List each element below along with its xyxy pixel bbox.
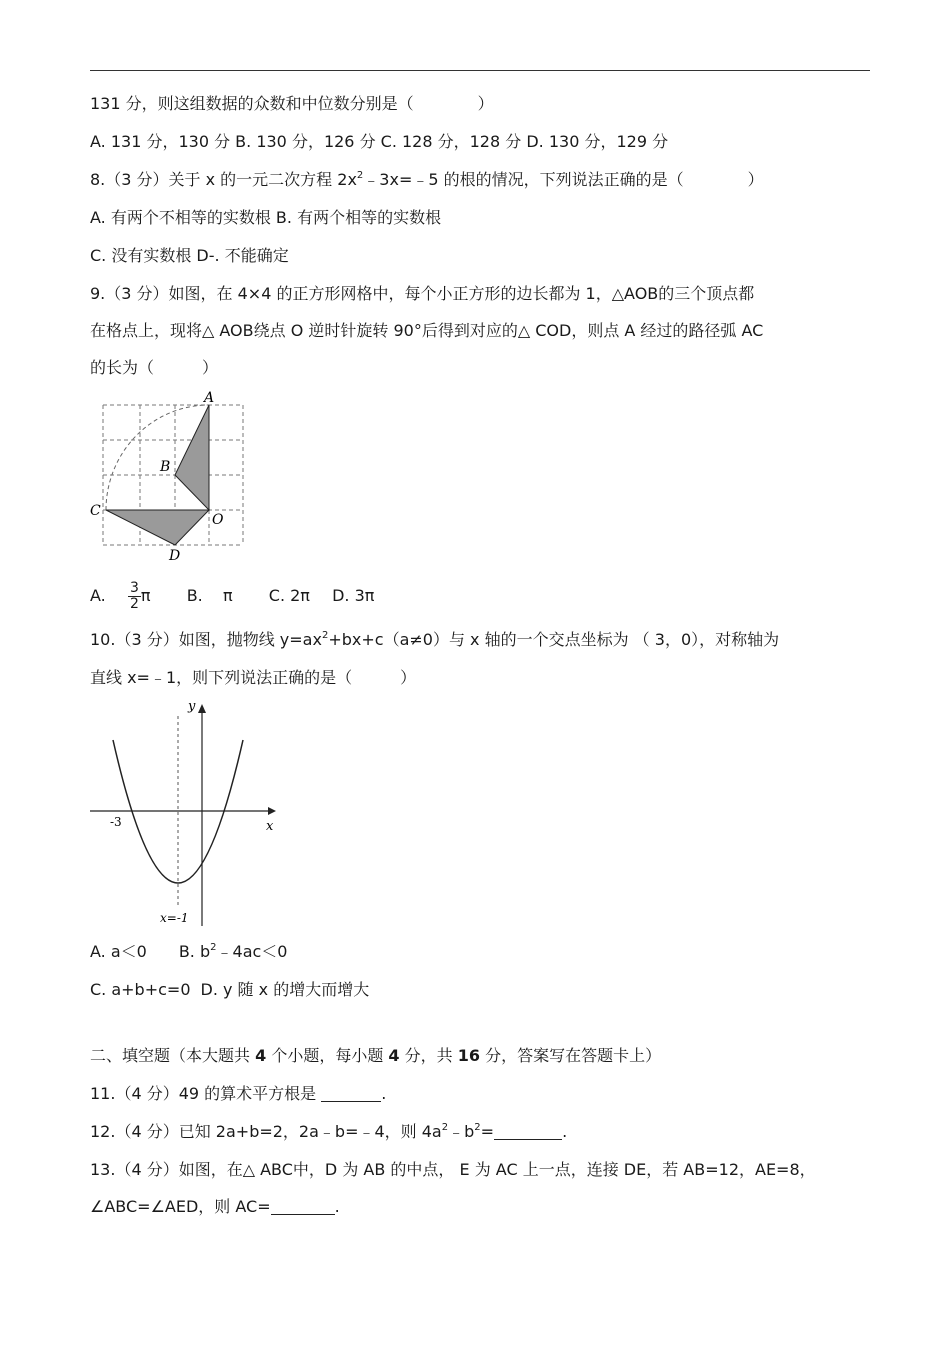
label-x: x <box>266 819 274 834</box>
q7-options: A. 131 分，130 分 B. 130 分，126 分 C. 128 分，128 分 D. 130 分，129 分 <box>90 132 669 151</box>
q8-options-ab: A. 有两个不相等的实数根 B. 有两个相等的实数根 <box>90 208 442 227</box>
section-2-heading: 二、填空题（本大题共 4 个小题，每小题 4 分，共 16 分，答案写在答题卡上） <box>90 1046 662 1065</box>
q10-options-ab: A. a＜0 B. $b^2﹣4ac<0$ <box>90 942 288 961</box>
label-A: A <box>204 390 215 406</box>
q13-line1: 13.（4 分）如图，在△ ABC中，D 为 AB 的中点， E 为 AC 上一点，连接 DE，若 AB=12，AE=8， <box>90 1160 816 1179</box>
label-C: C <box>90 503 101 519</box>
label-O: O <box>212 512 224 528</box>
q9-stem-line1: 9.（3 分）如图，在 4×4 的正方形网格中，每个小正方形的边长都为 1，△AOB的三个顶点都 <box>90 284 755 303</box>
q8-options-cd: C. 没有实数根 D-. 不能确定 <box>90 246 289 265</box>
q10-parabola-figure <box>88 698 283 930</box>
header-rule <box>90 70 870 71</box>
q10-options-cd: C. a+b+c=0 D. y 随 x 的增大而增大 <box>90 980 370 999</box>
q9-stem-line2: 在格点上，现将△ AOB绕点 O 逆时针旋转 90°后得到对应的△ COD，则点 A 经过的路径弧 AC <box>90 321 764 340</box>
label-y: y <box>188 699 196 714</box>
q12: 12.（4 分）已知 2a+b=2，2a﹣b=﹣4，则 $4a^2﹣b^2=$ . <box>90 1122 568 1141</box>
q11: 11.（4 分）49 的算术平方根是 . <box>90 1084 387 1103</box>
q12-answer-blank[interactable] <box>494 1123 562 1140</box>
q10-stem-line1: 10.（3 分）如图，抛物线 $y=ax^2+bx+c(a\ne 0)$与 x 轴的一个交点坐标为 （ 3，0），对称轴为 <box>90 630 780 649</box>
q8-stem: 8.（3 分）关于 x 的一元二次方程 $2x^2﹣3x=﹣5$ 的根的情况，下列说法正确的是（ ） <box>90 170 764 189</box>
q9-stem-line3: 的长为（ ） <box>90 358 219 377</box>
q9-option-a-fraction: $\frac{3}{2}$ <box>129 580 139 612</box>
q10-stem-line2: 直线 x=﹣1，则下列说法正确的是（ ） <box>90 668 417 687</box>
label-axis-of-symmetry: x=-1 <box>160 911 189 925</box>
label-neg3: -3 <box>110 815 122 829</box>
label-D: D <box>169 548 181 564</box>
q13-line2: ∠ABC=∠AED，则 AC= . <box>90 1197 340 1216</box>
q9-option-b-glyph: π <box>222 586 233 605</box>
q13-answer-blank[interactable] <box>271 1198 335 1215</box>
label-B: B <box>160 459 171 475</box>
q11-answer-blank[interactable] <box>321 1085 381 1102</box>
q7-stem: 131 分，则这组数据的众数和中位数分别是（ ） <box>90 94 494 113</box>
q9-grid-figure <box>88 390 253 565</box>
q9-options: A. $\frac{3}{2}$ π B. π C. 2π D. 3π <box>90 580 375 612</box>
